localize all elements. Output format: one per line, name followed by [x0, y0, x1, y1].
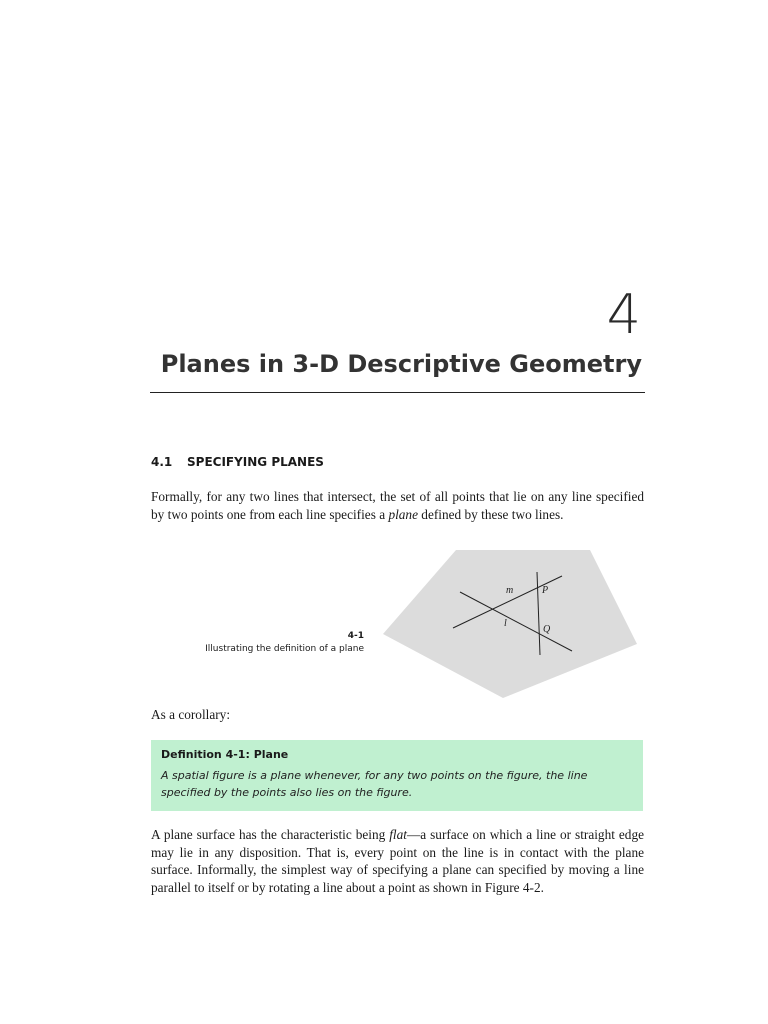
emphasis-flat: flat [389, 827, 407, 842]
figure-number: 4-1 [347, 631, 364, 641]
section-heading [151, 455, 324, 469]
paragraph-plane-definition [151, 488, 644, 523]
chapter-title: Planes in 3-D Descriptive Geometry [160, 350, 642, 378]
section-number: 4.1 [151, 455, 173, 469]
label-l: l [504, 618, 507, 629]
paragraph-text: Formally, for any two lines that intersect, the set of all points that lie on any line specified by two points one from each line specifies a [151, 489, 644, 522]
paragraph-text: A plane surface has the characteristic being [151, 827, 390, 842]
definition-box [151, 740, 643, 811]
figure-caption: Illustrating the definition of a plane [205, 644, 364, 654]
emphasis-plane: plane [388, 506, 418, 522]
section-title: SPECIFYING PLANES [187, 455, 324, 469]
definition-body: A spatial figure is a plane whenever, for any two points on the figure, the line specified by the points also lies on the figure. [161, 769, 588, 799]
paragraph-plane-surface [151, 826, 644, 896]
corollary-text: As a corollary: [151, 707, 231, 722]
label-p: P [542, 585, 549, 596]
chapter-number: 4 [606, 283, 641, 346]
label-q: Q [543, 624, 551, 635]
title-divider [150, 392, 645, 393]
figure-plane-illustration [380, 548, 642, 700]
paragraph-text: —a surface on which a line or straight edge may lie in any disposition. That is, every point on the line is in contact with the plane surface. Informally, the simplest way of specifying a plane can specified by moving a line parallel to itself or by rotating a line about a point as shown in Figure 4-2. [151, 827, 644, 895]
paragraph-text: defined by these two lines. [417, 506, 564, 522]
label-m: m [506, 585, 514, 596]
definition-title: Definition 4-1: Plane [161, 748, 289, 761]
plane-shape [383, 550, 637, 698]
